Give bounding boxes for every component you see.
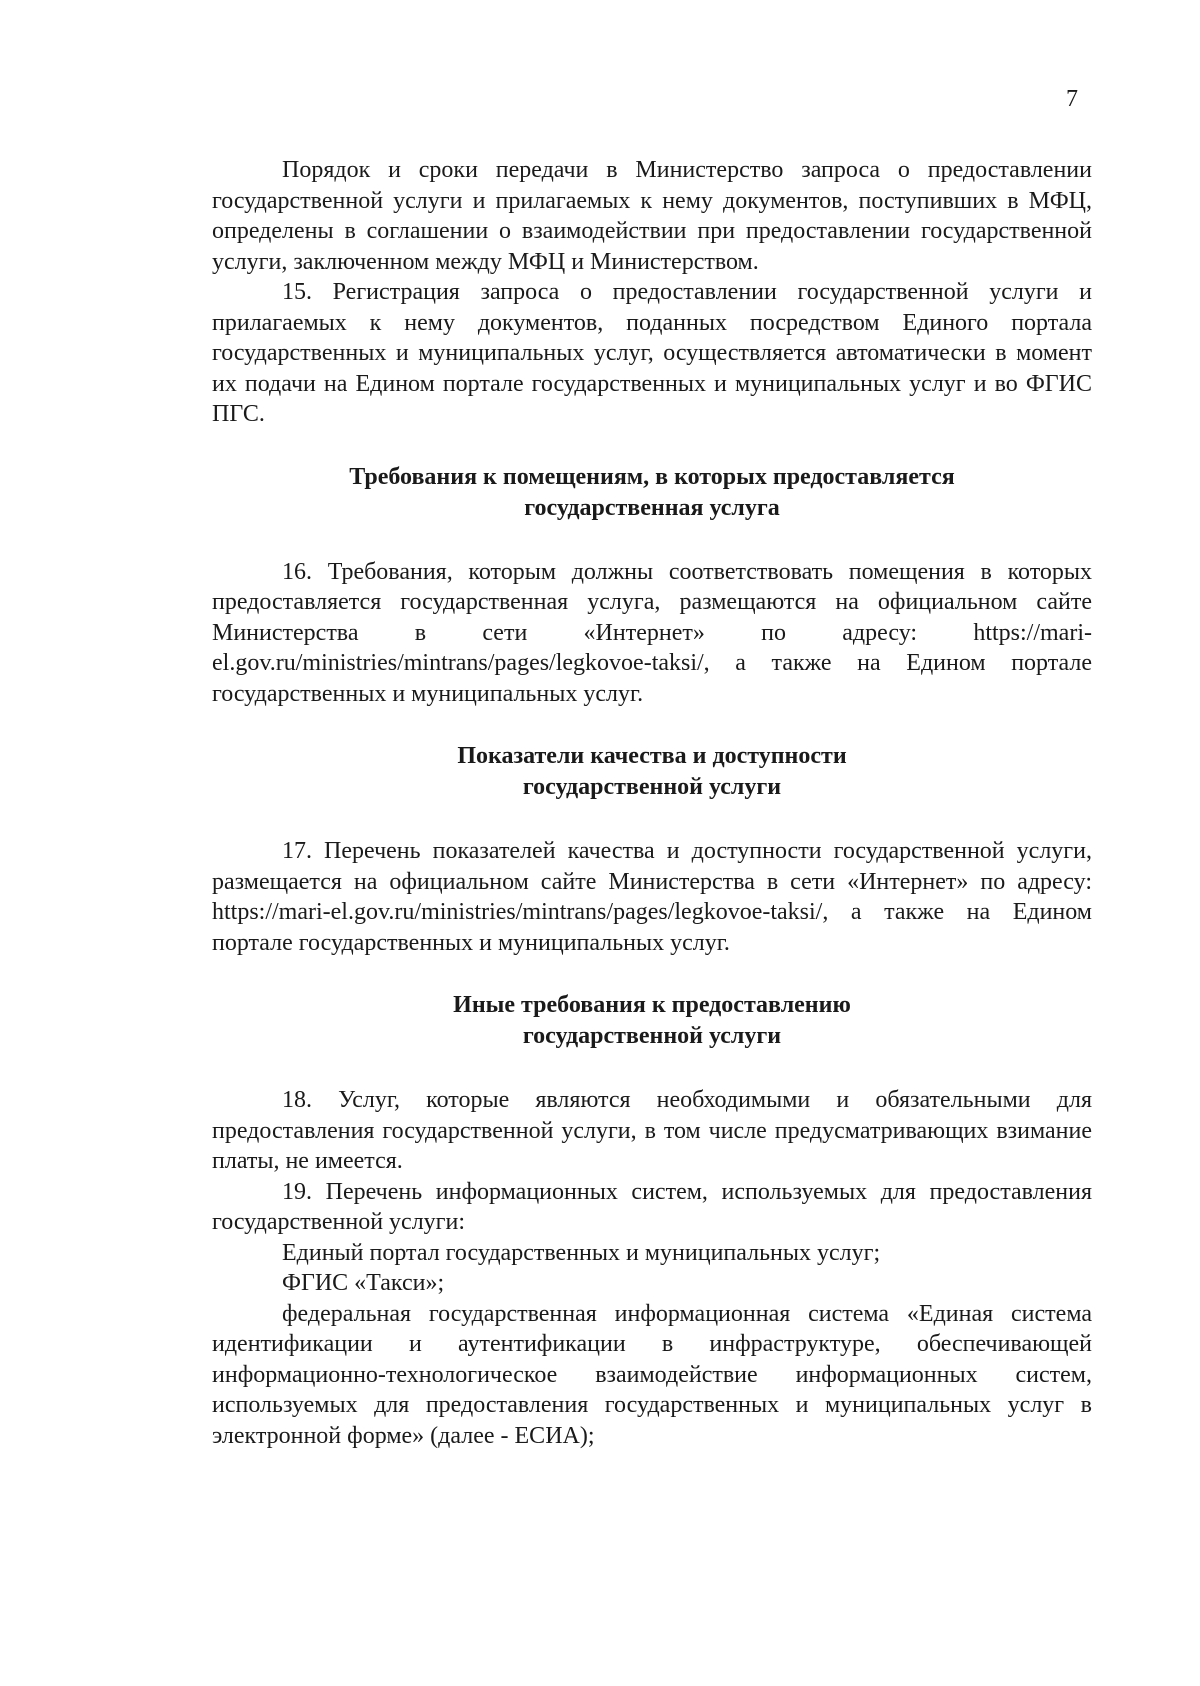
list-item-fgis-taxi: ФГИС «Такси»;: [282, 1270, 445, 1296]
heading-line: государственная услуга: [524, 494, 780, 521]
list-item-esia: федеральная государственная информационная система «Единая система идентификации и аутентификации в инфраструктуре, обеспечивающей информационно-технологическое взаимодействие информационных систем, используемых для предоставления государственных и муниципальных услуг в электронной форме» (далее - ЕСИА);: [212, 1300, 1092, 1449]
heading-line: государственной услуги: [522, 1023, 782, 1049]
heading-line: государственной услуги: [522, 774, 782, 800]
heading-line: Показатели качества и доступности: [457, 743, 847, 769]
paragraph-15: 15. Регистрация запроса о предоставлении государственной услуги и прилагаемых к нему документов, поданных посредством Единого портала государственных и муниципальных услуг, осуществляется автоматически в момент их подачи на Едином портале государственных и муниципальных услуг и во ФГИС ПГС.: [212, 279, 1092, 427]
section-heading-other-requirements: [212, 990, 1092, 1052]
page-number: 7: [1066, 86, 1078, 112]
paragraph-mfc-transfer: Порядок и сроки передачи в Министерство запроса о предоставлении государственной услуги и прилагаемых к нему документов, поступивших в МФЦ, определены в соглашении о взаимодействии при предоставлении государственной услуги, заключенном между МФЦ и Министерством.: [212, 157, 1092, 275]
paragraph-18: 18. Услуг, которые являются необходимыми и обязательными для предоставления государственной услуги, в том числе предусматривающих взимание платы, не имеется.: [212, 1087, 1092, 1174]
section-heading-quality: [212, 741, 1092, 803]
list-item-epgu: Единый портал государственных и муниципальных услуг;: [282, 1239, 881, 1266]
paragraph-16: 16. Требования, которым должны соответствовать помещения в которых предоставляется государственная услуга, размещаются на официальном сайте Министерства в сети «Интернет» по адресу: https://mari-el.gov.ru/ministries/mintrans/pages/legkovoe-taksi/, а также на Едином портале государственных и муниципальных услуг.: [212, 558, 1092, 707]
document-body: [212, 155, 1092, 1451]
section-heading-premises: [212, 462, 1092, 524]
heading-line: Иные требования к предоставлению: [453, 992, 851, 1018]
heading-line: Требования к помещениям, в которых предоставляется: [349, 463, 955, 490]
paragraph-17: 17. Перечень показателей качества и доступности государственной услуги, размещается на официальном сайте Министерства в сети «Интернет» по адресу: https://mari-el.gov.ru/ministries/mintrans/pages/legkovoe-taksi/, а также на Едином портале государственных и муниципальных услуг.: [212, 838, 1092, 956]
paragraph-19: 19. Перечень информационных систем, используемых для предоставления государственной услуги:: [212, 1178, 1092, 1235]
